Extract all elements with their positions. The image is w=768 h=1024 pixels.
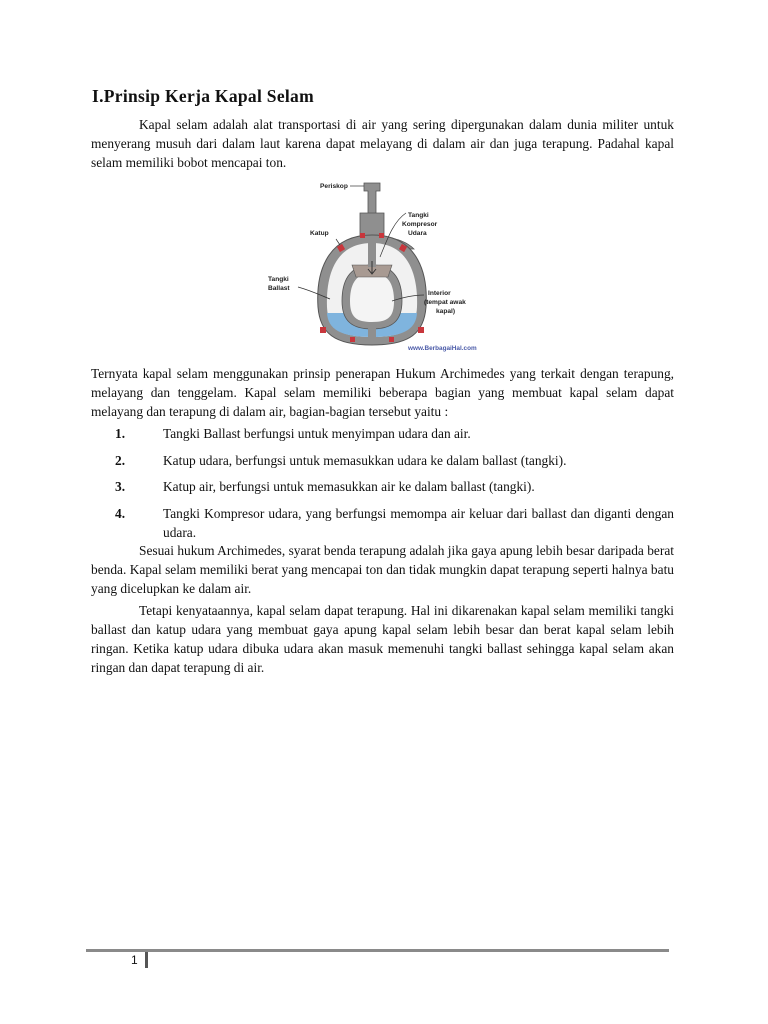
label-periskop: Periskop	[320, 183, 348, 190]
list-number: 3.	[115, 479, 126, 494]
page-title: I.Prinsip Kerja Kapal Selam	[92, 86, 314, 106]
label-tangki-ballast-2: Ballast	[268, 285, 290, 292]
page-number: 1	[131, 953, 138, 967]
label-interior-1: Interior	[428, 290, 451, 297]
list-text: Katup udara, berfungsi untuk memasukkan udara ke dalam ballast (tangki).	[163, 452, 567, 468]
list-text: Tangki Kompresor udara, yang berfungsi memompa air keluar dari ballast dan diganti dengan udara.	[163, 505, 674, 540]
list-item	[91, 477, 674, 496]
list-text: Tangki Ballast berfungsi untuk menyimpan udara dan air.	[163, 426, 471, 441]
interior-space	[350, 273, 394, 322]
label-tangki-kompresor-3: Udara	[408, 230, 427, 237]
submarine-diagram	[264, 177, 504, 355]
valve-marker	[379, 233, 384, 238]
label-interior-2: (tempat awak	[424, 299, 466, 306]
list-text: Katup air, berfungsi untuk memasukkan air ke dalam ballast (tangki).	[163, 479, 535, 494]
intro-paragraph: Kapal selam adalah alat transportasi di air yang sering dipergunakan dalam dunia militer untuk menyerang musuh dari dalam laut karena dapat melayang di dalam air dan juga terapung. Padahal kapal selam memiliki bobot mencapai ton.	[91, 117, 674, 170]
list-item	[91, 424, 674, 443]
periscope-shape	[364, 183, 380, 215]
list-item	[91, 451, 674, 470]
label-tangki-ballast-1: Tangki	[268, 276, 289, 283]
figure-credit: www.BerbagaiHal.com	[408, 345, 477, 352]
body-paragraph-4: Tetapi kenyataannya, kapal selam dapat terapung. Hal ini dikarenakan kapal selam memiliki tangki ballast dan katup udara yang membuat gaya apung kapal selam lebih besar dan berat kapal selam lebih ringan. Ketika katup udara dibuka udara akan masuk memenuhi tangki ballast sehingga kapal selam akan ringan dan dapat terapung di air.	[91, 603, 674, 675]
valve-marker	[418, 327, 424, 333]
valve-marker	[389, 337, 394, 342]
footer-divider	[86, 949, 669, 952]
body-paragraph-3: Sesuai hukum Archimedes, syarat benda terapung adalah jika gaya apung lebih besar daripada berat benda. Kapal selam memiliki berat yang mencapai ton dan tidak mungkin dapat terapung seperti halnya batu yang dicelupkan ke dalam air.	[91, 543, 674, 596]
valve-marker	[360, 233, 365, 238]
list-number: 4.	[115, 505, 126, 521]
parts-list	[91, 424, 674, 549]
valve-marker	[350, 337, 355, 342]
label-tangki-kompresor-1: Tangki	[408, 212, 429, 219]
label-tangki-kompresor-2: Kompresor	[402, 221, 438, 228]
list-number: 1.	[115, 426, 126, 441]
body-paragraph-2: Ternyata kapal selam menggunakan prinsip penerapan Hukum Archimedes yang terkait dengan terapung, melayang dan tenggelam. Kapal selam memiliki beberapa bagian yang membuat kapal selam dapat melayang dan terapung di dalam air, bagian-bagian tersebut yaitu :	[91, 366, 674, 419]
label-interior-3: kapal)	[436, 308, 456, 315]
list-item	[91, 504, 674, 542]
footer-bar	[145, 952, 148, 968]
list-number: 2.	[115, 452, 126, 468]
label-katup: Katup	[310, 230, 329, 237]
valve-marker	[320, 327, 326, 333]
